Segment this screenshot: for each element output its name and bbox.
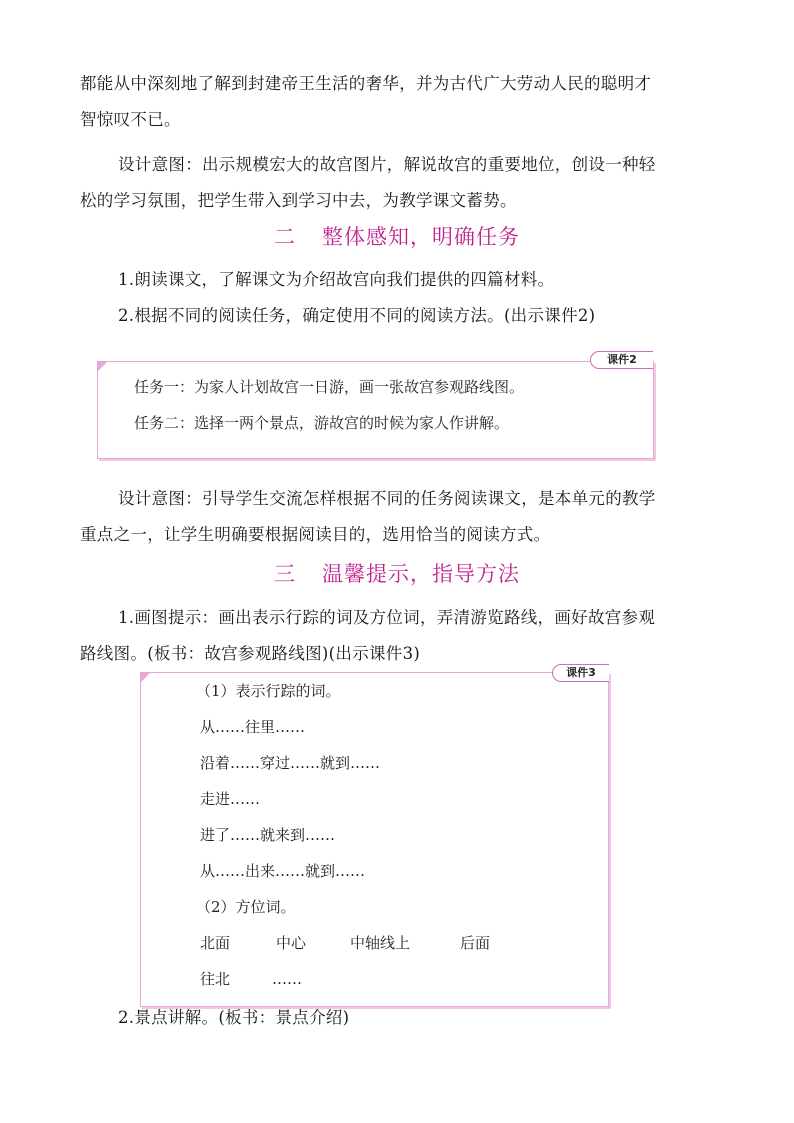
box-corner-decoration xyxy=(140,672,151,683)
list-item: 1.朗读课文，了解课文为介绍故宫向我们提供的四篇材料。 xyxy=(118,270,555,289)
section-title: 温馨提示，指导方法 xyxy=(322,562,520,586)
paragraph-line: 都能从中深刻地了解到封建帝王生活的奢华，并为古代广大劳动人民的聪明才 xyxy=(80,74,652,93)
design-intent-line: 松的学习氛围，把学生带入到学习中去，为教学课文蓄势。 xyxy=(80,191,517,210)
list-item: 2.景点讲解。(板书：景点介绍) xyxy=(118,1008,350,1027)
task-line: 任务一：为家人计划故宫一日游，画一张故宫参观路线图。 xyxy=(134,378,525,396)
direction-word: …… xyxy=(272,970,302,988)
task-line: 任务二：选择一两个景点，游故宫的时候为家人作讲解。 xyxy=(134,414,510,432)
design-intent-line: 设计意图：出示规模宏大的故宫图片，解说故宫的重要地位，创设一种轻 xyxy=(118,155,656,174)
list-item-line: 1.画图提示：画出表示行踪的词及方位词，弄清游览路线，画好故宫参观 xyxy=(118,608,656,627)
phrase-line: 从……出来……就到…… xyxy=(200,862,366,880)
direction-word: 后面 xyxy=(460,934,491,952)
direction-word: 往北 xyxy=(200,970,231,988)
section-number: 二 xyxy=(274,225,296,249)
courseware-2-tag: 课件2 xyxy=(590,351,653,369)
section-title: 整体感知，明确任务 xyxy=(322,225,520,249)
direction-word: 中轴线上 xyxy=(350,934,411,952)
design-intent-line: 设计意图：引导学生交流怎样根据不同的任务阅读课文，是本单元的教学 xyxy=(118,489,656,508)
direction-words-row xyxy=(200,928,490,958)
courseware-3-tag: 课件3 xyxy=(552,664,609,682)
phrase-line: 走进…… xyxy=(200,790,261,808)
paragraph-line: 智惊叹不已。 xyxy=(80,110,181,129)
direction-word: 北面 xyxy=(200,934,231,952)
section-heading-2 xyxy=(0,222,794,252)
direction-word: 中心 xyxy=(276,934,307,952)
section-heading-3 xyxy=(0,559,794,589)
list-item: 2.根据不同的阅读任务，确定使用不同的阅读方法。(出示课件2) xyxy=(118,306,596,325)
list-item-line: 路线图。(板书：故宫参观路线图)(出示课件3) xyxy=(80,644,421,663)
subheading: （1）表示行踪的词。 xyxy=(196,682,341,700)
section-number: 三 xyxy=(274,562,296,586)
subheading: （2）方位词。 xyxy=(196,898,296,916)
phrase-line: 从……往里…… xyxy=(200,718,306,736)
phrase-line: 进了……就来到…… xyxy=(200,826,336,844)
design-intent-line: 重点之一，让学生明确要根据阅读目的，选用恰当的阅读方式。 xyxy=(80,525,551,544)
box-corner-decoration xyxy=(97,361,108,372)
direction-words-row xyxy=(200,964,302,994)
phrase-line: 沿着……穿过……就到…… xyxy=(200,754,381,772)
